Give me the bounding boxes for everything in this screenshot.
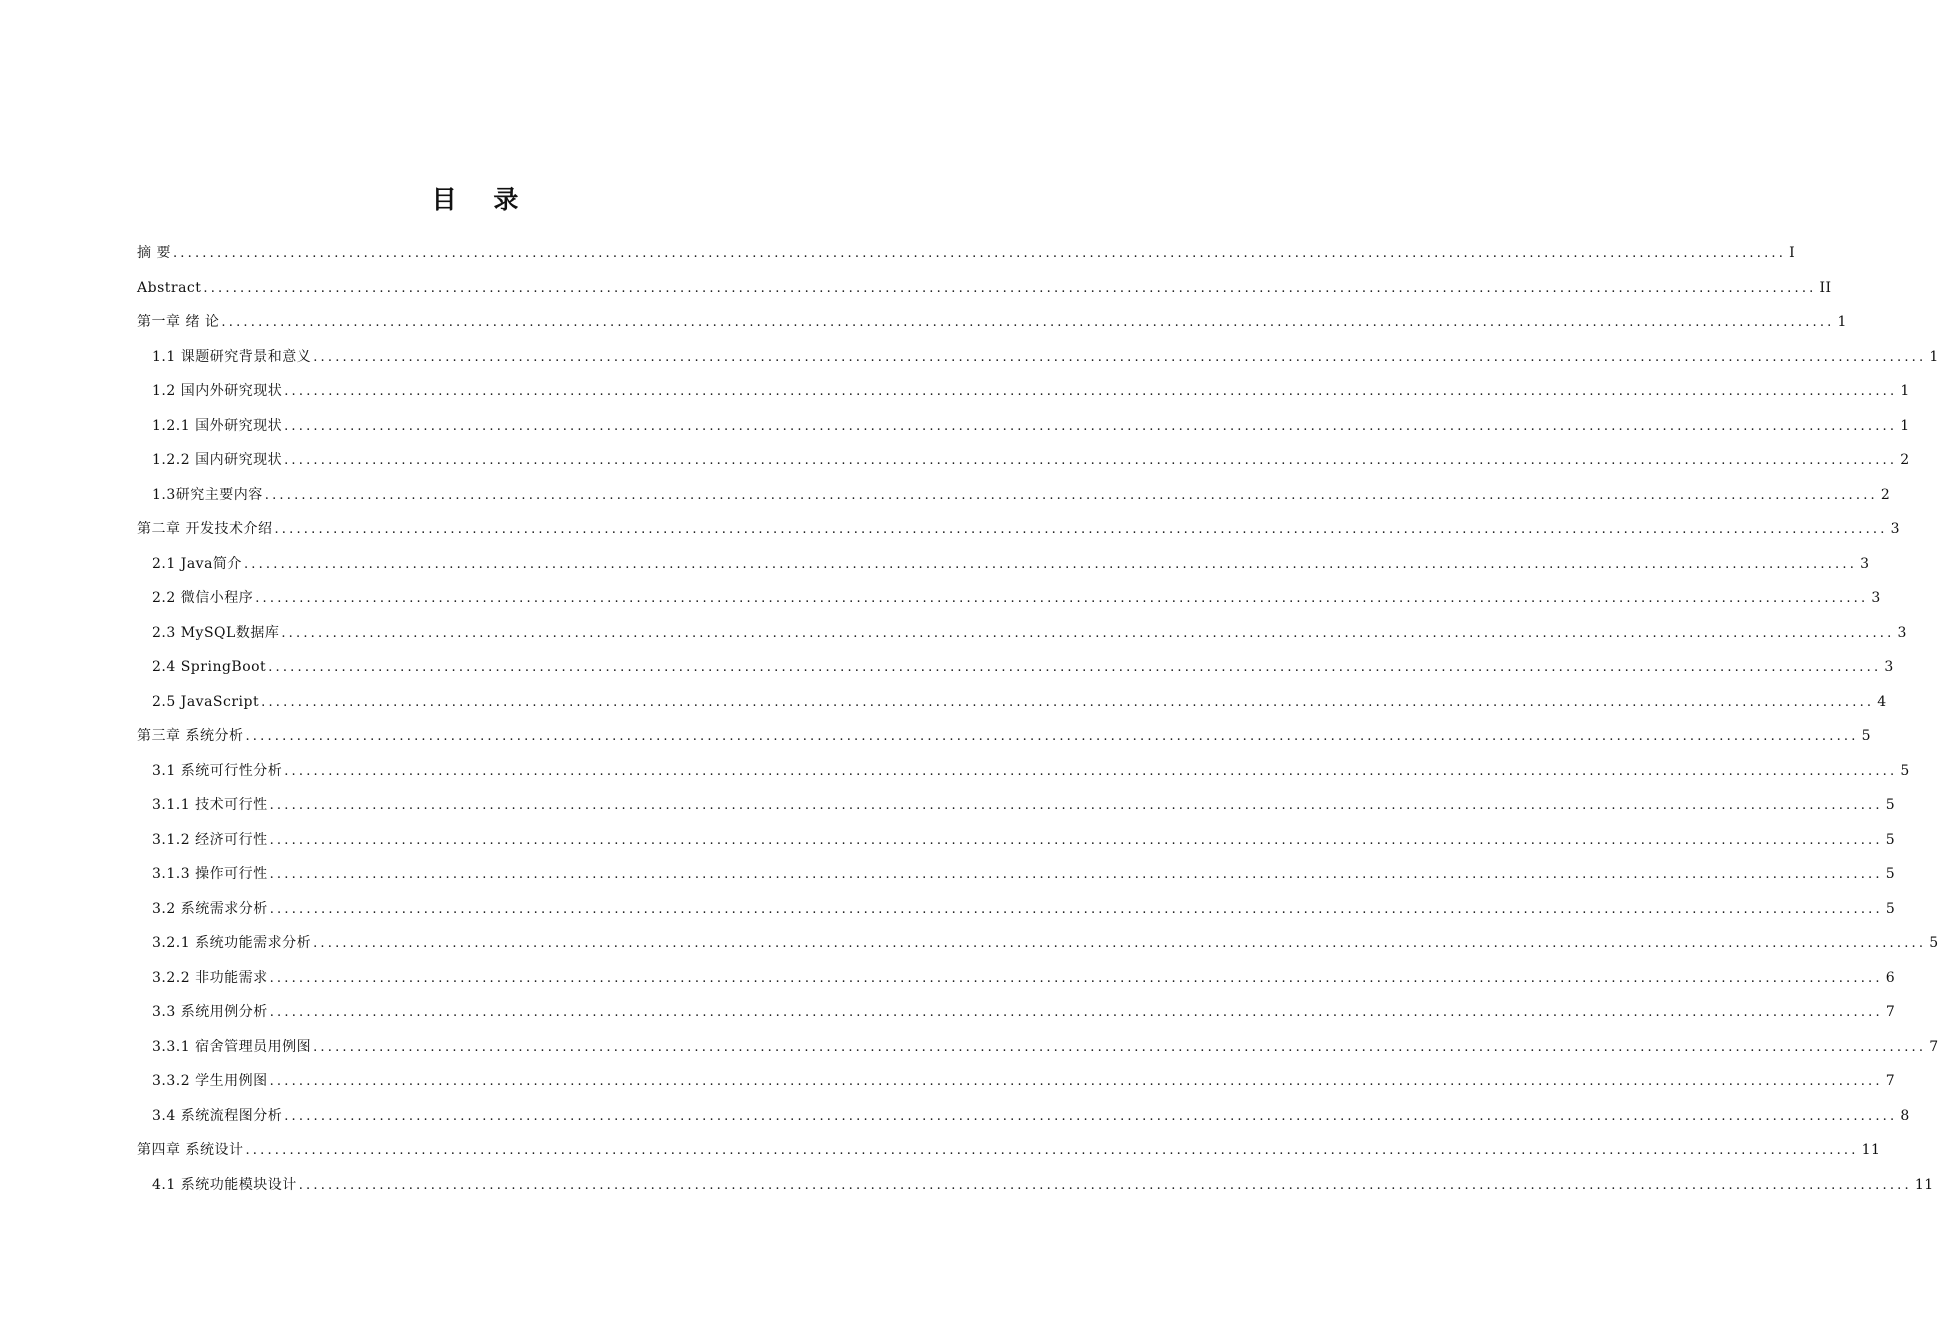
toc-dot-leader: ............................................................................................................................................................................................................................ [269,970,1883,986]
toc-entry[interactable] [137,271,1832,306]
toc-dot-leader: ............................................................................................................................................................................................................................ [284,384,1898,399]
toc-dot-leader: ............................................................................................................................................................................................................................ [269,832,1883,848]
toc-entry-page-number: 1 [1900,417,1910,434]
toc-entry-label: 3.2.2 非功能需求 [152,969,268,986]
toc-entry[interactable] [137,340,1939,375]
toc-entry-label: 第三章 系统分析 [137,728,244,744]
toc-entry-page-number: II [1819,279,1832,296]
toc-entry-page-number: 6 [1885,969,1896,986]
toc-entry-page-number: 11 [1914,1176,1934,1193]
toc-entry-page-number: 5 [1929,935,1939,951]
toc-entry-page-number: I [1789,245,1796,261]
page-title: 目 录 [431,185,533,214]
toc-entry-label: 2.2 微信小程序 [152,590,254,606]
toc-entry-page-number: 3 [1897,624,1907,641]
toc-dot-leader: ............................................................................................................................................................................................................................ [284,453,1898,468]
toc-entry-label: 2.3 MySQL数据库 [152,624,280,641]
toc-entry[interactable] [137,581,1881,616]
toc-entry[interactable] [137,443,1910,478]
toc-entry-label: 第四章 系统设计 [137,1142,244,1158]
toc-entry-page-number: 5 [1885,866,1896,882]
toc-entry-label: 1.2.1 国外研究现状 [152,417,283,434]
toc-dot-leader: ............................................................................................................................................................................................................................ [269,1074,1883,1089]
toc-dot-leader: ............................................................................................................................................................................................................................ [313,349,1927,365]
toc-entry-page-number: 5 [1861,728,1871,744]
toc-entry-page-number: 3 [1871,590,1881,606]
toc-dot-leader: ............................................................................................................................................................................................................................ [269,867,1883,882]
toc-entry-label: 第一章 绪 论 [137,314,220,330]
toc-entry-page-number: 8 [1900,1107,1910,1124]
toc-entry[interactable] [137,547,1870,582]
toc-entry-page-number: 7 [1929,1038,1939,1055]
toc-entry-label: 3.1.3 操作可行性 [152,866,268,882]
toc-entry[interactable] [137,926,1939,961]
toc-dot-leader: ............................................................................................................................................................................................................................ [221,315,1835,330]
toc-entry-page-number: 5 [1900,762,1910,779]
toc-entry-label: 2.1 Java简介 [152,555,242,572]
toc-entry-label: 3.2 系统需求分析 [152,900,268,917]
toc-entry[interactable] [137,685,1887,720]
toc-dot-leader: ............................................................................................................................................................................................................................ [261,694,1875,710]
toc-dot-leader: ............................................................................................................................................................................................................................ [281,625,1895,641]
toc-entry-label: 2.5 JavaScript [152,693,260,710]
toc-entry[interactable] [137,305,1847,340]
toc-entry[interactable] [137,1168,1934,1203]
toc-entry[interactable] [137,1133,1881,1168]
table-of-contents [137,236,1939,1202]
toc-entry-page-number: 3 [1884,659,1894,675]
toc-entry[interactable] [137,236,1796,271]
toc-dot-leader: ............................................................................................................................................................................................................................ [245,729,1859,744]
toc-entry-label: 3.1.2 经济可行性 [152,831,268,848]
toc-entry-label: 1.2 国内外研究现状 [152,383,283,399]
toc-entry[interactable] [137,409,1910,444]
toc-entry-page-number: 2 [1880,486,1891,503]
toc-entry-label: 2.4 SpringBoot [152,659,267,675]
toc-dot-leader: ............................................................................................................................................................................................................................ [245,1143,1859,1158]
toc-dot-leader: ............................................................................................................................................................................................................................ [203,280,1817,296]
toc-entry-label: 第二章 开发技术介绍 [137,521,273,537]
toc-entry-label: 3.3 系统用例分析 [152,1004,268,1020]
toc-entry[interactable] [137,616,1907,651]
toc-entry-page-number: 7 [1885,1004,1896,1020]
toc-dot-leader: ............................................................................................................................................................................................................................ [255,591,1869,606]
toc-entry-label: 4.1 系统功能模块设计 [152,1176,297,1193]
toc-entry[interactable] [137,961,1896,996]
toc-entry-label: 3.3.1 宿舍管理员用例图 [152,1038,312,1055]
toc-entry[interactable] [137,650,1894,685]
toc-entry-label: 3.1 系统可行性分析 [152,762,283,779]
toc-dot-leader: ............................................................................................................................................................................................................................ [264,487,1878,503]
toc-entry-label: 1.2.2 国内研究现状 [152,452,283,468]
toc-dot-leader: ............................................................................................................................................................................................................................ [268,660,1882,675]
toc-dot-leader: ............................................................................................................................................................................................................................ [284,763,1898,779]
toc-entry[interactable] [137,892,1896,927]
toc-entry-page-number: 1 [1929,348,1939,365]
toc-entry[interactable] [137,512,1900,547]
toc-entry[interactable] [137,1064,1896,1099]
toc-entry[interactable] [137,754,1910,789]
toc-entry-page-number: 4 [1877,693,1887,710]
toc-entry-page-number: 1 [1837,314,1847,330]
toc-entry-page-number: 3 [1890,521,1900,537]
toc-entry[interactable] [137,719,1871,754]
toc-entry[interactable] [137,374,1910,409]
toc-entry-label: 3.2.1 系统功能需求分析 [152,935,312,951]
toc-dot-leader: ............................................................................................................................................................................................................................ [269,1005,1883,1020]
toc-dot-leader: ............................................................................................................................................................................................................................ [172,246,1787,261]
toc-entry[interactable] [137,857,1896,892]
toc-entry-label: Abstract [137,279,202,296]
toc-entry-page-number: 5 [1885,797,1896,813]
toc-entry[interactable] [137,995,1896,1030]
toc-dot-leader: ............................................................................................................................................................................................................................ [243,556,1858,572]
toc-entry-page-number: 1 [1900,383,1910,399]
toc-entry-page-number: 2 [1900,452,1910,468]
toc-entry-page-number: 3 [1860,555,1870,572]
toc-dot-leader: ............................................................................................................................................................................................................................ [284,418,1898,434]
toc-entry-label: 3.1.1 技术可行性 [152,797,268,813]
toc-entry-page-number: 5 [1885,900,1896,917]
toc-entry-page-number: 11 [1861,1142,1881,1158]
toc-entry[interactable] [137,1030,1939,1065]
toc-entry-label: 3.4 系统流程图分析 [152,1107,283,1124]
toc-entry-page-number: 7 [1885,1073,1896,1089]
toc-entry-page-number: 5 [1885,831,1896,848]
toc-dot-leader: ............................................................................................................................................................................................................................ [313,1039,1927,1055]
toc-dot-leader: ............................................................................................................................................................................................................................ [269,798,1883,813]
toc-entry[interactable] [137,1099,1910,1134]
toc-entry[interactable] [137,823,1896,858]
toc-entry[interactable] [137,478,1891,513]
toc-entry-label: 摘 要 [137,245,171,261]
toc-entry-label: 1.1 课题研究背景和意义 [152,348,312,365]
toc-dot-leader: ............................................................................................................................................................................................................................ [298,1177,1912,1193]
toc-entry-label: 1.3研究主要内容 [152,486,263,503]
toc-dot-leader: ............................................................................................................................................................................................................................ [284,1108,1898,1124]
toc-dot-leader: ............................................................................................................................................................................................................................ [269,901,1883,917]
toc-entry-label: 3.3.2 学生用例图 [152,1073,268,1089]
toc-dot-leader: ............................................................................................................................................................................................................................ [274,522,1888,537]
toc-dot-leader: ............................................................................................................................................................................................................................ [313,936,1927,951]
toc-entry[interactable] [137,788,1896,823]
